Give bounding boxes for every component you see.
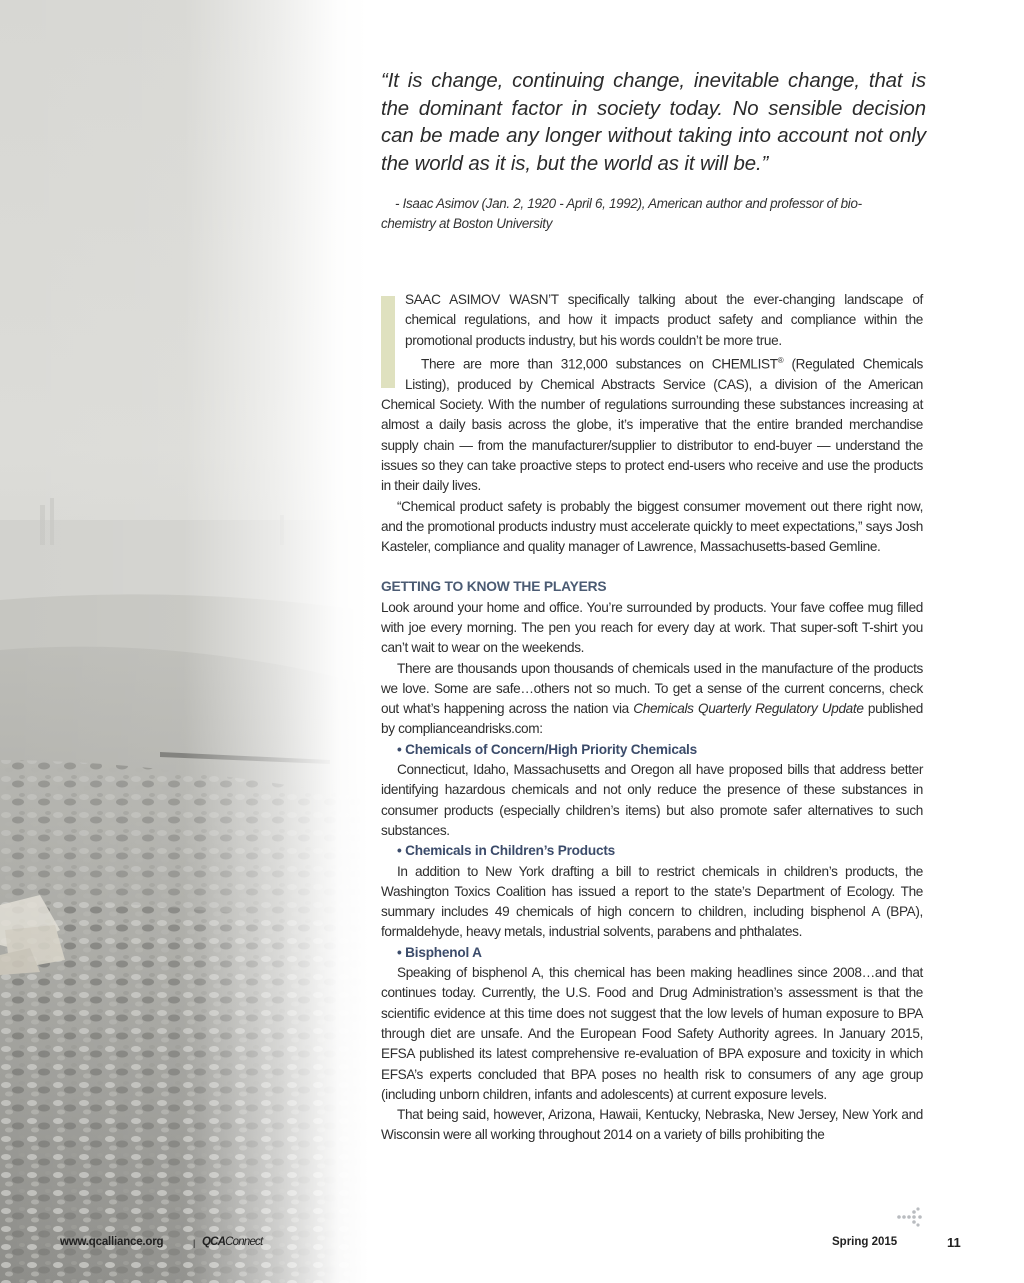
registered-mark: ® bbox=[777, 355, 784, 365]
kasteler-quote-paragraph: “Chemical product safety is probably the biggest consumer movement out there right now, and the promotional products industry must accelerate quickly to meet expectations,” says Josh Kasteler, compliance and quality manager of Lawrence, Massachusetts-based Gemline. bbox=[381, 498, 923, 555]
pull-quote: “It is change, continuing change, inevitable change, that is the dominant factor in society today. No sensible decision can be made any longer without taking into account not only the world as it is, but the world as it will be.” bbox=[381, 70, 926, 175]
drop-cap bbox=[381, 296, 395, 388]
page-number: 11 bbox=[947, 1235, 961, 1250]
footer-logo bbox=[202, 1236, 262, 1248]
bpa-paragraph: Speaking of bisphenol A, this chemical has been making headlines since 2008…and that continues today. Currently, the U.S. Food and Drug Administration’s assessment is that the scientific evidence at this time does not suggest that the low levels of human exposure to BPA through diet are unsafe. And the European Food Safety Authority agrees. In January 2015, EFSA published its latest comprehensive re-evaluation of BPA exposure and toxicity in which EFSA’s experts concluded that BPA poses no health risk to consumers of any age group (including unborn children, infants and adolescents) at current exposure levels. bbox=[381, 965, 923, 1102]
quote-attribution bbox=[381, 194, 926, 234]
logo-light: Connect bbox=[225, 1236, 263, 1248]
chemicals-text-b: published by complianceandrisks.com: bbox=[381, 701, 923, 737]
products-paragraph: Look around your home and office. You’re surrounded by products. Your fave coffee mug filled with joe every morning. The pen you reach for every day at work. That super-soft T-shirt you can’t wait to wear on the weekends. bbox=[381, 599, 923, 656]
attribution-line-1: - Isaac Asimov (Jan. 2, 1920 - April 6, 1992), American author and professor of bio- bbox=[395, 196, 862, 211]
bullet-heading-bpa: • Bisphenol A bbox=[397, 944, 482, 960]
attribution-line-2: chemistry at Boston University bbox=[381, 216, 553, 231]
chemicals-text-a: There are thousands upon thousands of chemicals used in the manufacture of the products we love. Some are safe…others not so much. To get a sense of the current concerns, check out what’s happening across the nation via bbox=[381, 660, 923, 717]
logo-bold: QCA bbox=[202, 1236, 226, 1248]
states-paragraph: That being said, however, Arizona, Hawaii, Kentucky, Nebraska, New Jersey, New York and Wisconsin were all working throughout 2014 on a variety of bills prohibiting the bbox=[381, 1107, 923, 1143]
intro-text: SAAC ASIMOV WASN’T specifically talking about the ever-changing landscape of chemical regulations, and how it impacts product safety and compliance within the promotional products industry, but his words couldn’t be more true. bbox=[405, 292, 923, 348]
section-heading: GETTING TO KNOW THE PLAYERS bbox=[381, 579, 607, 595]
chemlist-text-b: (Regulated Chemicals Listing), produced by Chemical Abstracts Service (CAS), a division of the American Chemical Society. With the number of regulations surrounding these substances increasing at almost a daily basis across the globe, it’s imperative that the entire branded merchandise supply chain — from the manufacturer/supplier to distributor to end-buyer — understand the issues so they can take proactive steps to protect end-users who receive and use the products in their daily lives. bbox=[381, 356, 923, 494]
bullet-heading-children: • Chemicals in Children’s Products bbox=[397, 843, 616, 859]
continue-arrow-icon bbox=[896, 1206, 924, 1228]
article-body bbox=[381, 290, 923, 1146]
concern-paragraph: Connecticut, Idaho, Massachusetts and Oregon all have proposed bills that address better identifying hazardous chemicals and not only reduce the presence of these substances in consumer products (especially children’s items) but also promote safer alternatives to such substances. bbox=[381, 762, 923, 838]
children-paragraph: In addition to New York drafting a bill to restrict chemicals in children’s products, the Washington Toxics Coalition has issued a report to the state’s Department of Ecology. The summary includes 49 chemicals of high concern to children, including bisphenol A (BPA), formaldehyde, heavy metals, industrial solvents, parabens and phthalates. bbox=[381, 863, 923, 940]
publication-title: Chemicals Quarterly Regulatory Update bbox=[633, 701, 864, 717]
chemlist-paragraph bbox=[381, 351, 923, 497]
chemicals-paragraph bbox=[381, 659, 923, 740]
chemlist-text-a: There are more than 312,000 substances on CHEMLIST bbox=[421, 356, 778, 372]
intro-paragraph bbox=[381, 290, 923, 351]
bullet-heading-concern: • Chemicals of Concern/High Priority Chemicals bbox=[397, 741, 697, 757]
footer-website: www.qcalliance.org bbox=[60, 1236, 164, 1248]
footer-issue: Spring 2015 bbox=[832, 1236, 898, 1248]
footer-separator: | bbox=[193, 1238, 196, 1248]
